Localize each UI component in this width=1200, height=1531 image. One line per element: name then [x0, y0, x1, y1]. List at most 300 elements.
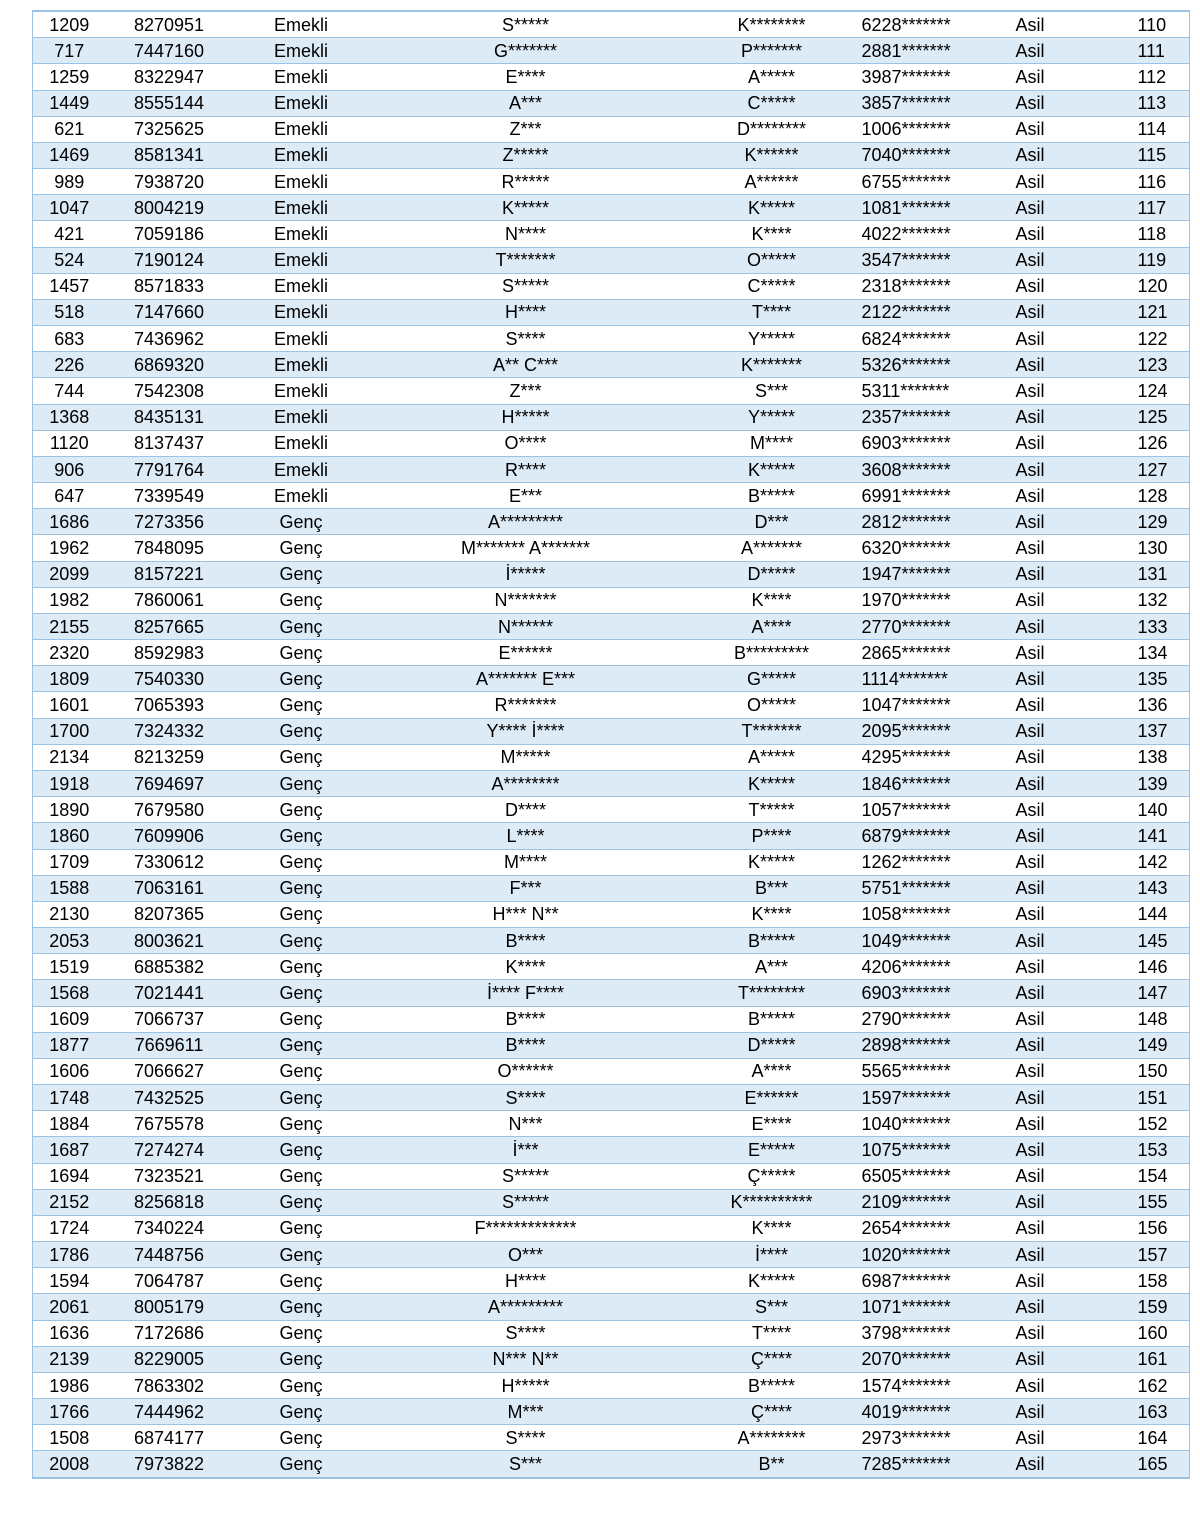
- cell-category: Emekli: [233, 299, 370, 325]
- cell-category: Genç: [233, 666, 370, 692]
- cell-applicant-id: 8005179: [106, 1294, 233, 1320]
- cell-category: Genç: [233, 954, 370, 980]
- cell-applicant-no: 1449: [33, 90, 106, 116]
- results-table-container: [32, 10, 1189, 1479]
- cell-masked-tc-id: 5326*******: [862, 352, 1016, 378]
- cell-list-and-seq: [1016, 38, 1190, 64]
- cell-list-and-seq: [1016, 273, 1190, 299]
- cell-last-name: K********: [682, 11, 862, 38]
- cell-sequence-no: 158: [1137, 1270, 1168, 1291]
- cell-applicant-no: 989: [33, 169, 106, 195]
- cell-first-name: H*****: [370, 1372, 682, 1398]
- cell-category: Genç: [233, 901, 370, 927]
- table-row: [33, 1425, 1190, 1451]
- table-row: [33, 90, 1190, 116]
- cell-list-type: Asil: [1015, 1454, 1045, 1475]
- cell-applicant-id: 7675578: [106, 1111, 233, 1137]
- cell-masked-tc-id: 4295*******: [862, 744, 1016, 770]
- cell-applicant-id: 8003621: [106, 928, 233, 954]
- results-table: [32, 10, 1190, 1479]
- cell-applicant-no: 421: [33, 221, 106, 247]
- cell-last-name: K*****: [682, 849, 862, 875]
- cell-applicant-no: 1588: [33, 875, 106, 901]
- table-row: [33, 1111, 1190, 1137]
- cell-category: Genç: [233, 1006, 370, 1032]
- cell-last-name: K******: [682, 142, 862, 168]
- cell-last-name: O*****: [682, 692, 862, 718]
- cell-category: Genç: [233, 1399, 370, 1425]
- table-row: [33, 38, 1190, 64]
- cell-list-type: Asil: [1015, 642, 1045, 663]
- table-row: [33, 901, 1190, 927]
- cell-list-type: Asil: [1015, 302, 1045, 323]
- cell-masked-tc-id: 1597*******: [862, 1085, 1016, 1111]
- cell-masked-tc-id: 2095*******: [862, 718, 1016, 744]
- cell-sequence-no: 131: [1137, 564, 1168, 585]
- cell-list-type: Asil: [1015, 564, 1045, 585]
- cell-masked-tc-id: 5565*******: [862, 1058, 1016, 1084]
- cell-masked-tc-id: 2790*******: [862, 1006, 1016, 1032]
- table-row: [33, 1372, 1190, 1398]
- cell-applicant-id: 7066627: [106, 1058, 233, 1084]
- cell-last-name: B*********: [682, 640, 862, 666]
- cell-masked-tc-id: 2770*******: [862, 613, 1016, 639]
- cell-first-name: E******: [370, 640, 682, 666]
- cell-list-type: Asil: [1015, 1270, 1045, 1291]
- cell-last-name: B**: [682, 1451, 862, 1478]
- table-row: [33, 247, 1190, 273]
- cell-last-name: E******: [682, 1085, 862, 1111]
- cell-sequence-no: 156: [1137, 1218, 1168, 1239]
- cell-applicant-no: 1209: [33, 11, 106, 38]
- cell-last-name: D*****: [682, 1032, 862, 1058]
- cell-applicant-no: 1687: [33, 1137, 106, 1163]
- cell-applicant-no: 1508: [33, 1425, 106, 1451]
- cell-applicant-no: 1709: [33, 849, 106, 875]
- cell-sequence-no: 163: [1137, 1401, 1168, 1422]
- cell-last-name: B*****: [682, 1372, 862, 1398]
- cell-masked-tc-id: 1058*******: [862, 901, 1016, 927]
- cell-applicant-id: 8435131: [106, 404, 233, 430]
- cell-last-name: C*****: [682, 90, 862, 116]
- cell-masked-tc-id: 1114*******: [862, 666, 1016, 692]
- cell-category: Genç: [233, 1085, 370, 1111]
- cell-last-name: K****: [682, 901, 862, 927]
- cell-applicant-id: 7447160: [106, 38, 233, 64]
- cell-applicant-id: 7609906: [106, 823, 233, 849]
- cell-sequence-no: 162: [1137, 1375, 1168, 1396]
- table-row: [33, 535, 1190, 561]
- cell-masked-tc-id: 2070*******: [862, 1346, 1016, 1372]
- cell-list-type: Asil: [1015, 616, 1045, 637]
- cell-applicant-id: 8213259: [106, 744, 233, 770]
- cell-applicant-no: 1686: [33, 509, 106, 535]
- cell-sequence-no: 110: [1137, 14, 1167, 35]
- cell-masked-tc-id: 6505*******: [862, 1163, 1016, 1189]
- cell-masked-tc-id: 2109*******: [862, 1189, 1016, 1215]
- table-row: [33, 980, 1190, 1006]
- cell-category: Genç: [233, 1163, 370, 1189]
- cell-sequence-no: 157: [1137, 1244, 1168, 1265]
- cell-category: Emekli: [233, 195, 370, 221]
- cell-list-type: Asil: [1015, 250, 1045, 271]
- cell-sequence-no: 143: [1137, 878, 1168, 899]
- cell-list-and-seq: [1016, 928, 1190, 954]
- table-row: [33, 169, 1190, 195]
- cell-first-name: H****: [370, 1268, 682, 1294]
- cell-list-type: Asil: [1015, 825, 1045, 846]
- cell-applicant-no: 1259: [33, 64, 106, 90]
- cell-list-and-seq: [1016, 640, 1190, 666]
- cell-applicant-no: 2130: [33, 901, 106, 927]
- cell-category: Emekli: [233, 221, 370, 247]
- cell-first-name: M***: [370, 1399, 682, 1425]
- cell-sequence-no: 161: [1137, 1349, 1168, 1370]
- cell-list-type: Asil: [1015, 276, 1045, 297]
- cell-sequence-no: 152: [1137, 1113, 1168, 1134]
- cell-applicant-id: 8004219: [106, 195, 233, 221]
- cell-first-name: G*******: [370, 38, 682, 64]
- cell-applicant-no: 1457: [33, 273, 106, 299]
- table-row: [33, 509, 1190, 535]
- cell-masked-tc-id: 6991*******: [862, 483, 1016, 509]
- table-row: [33, 1215, 1190, 1241]
- cell-sequence-no: 144: [1137, 904, 1168, 925]
- cell-applicant-id: 7274274: [106, 1137, 233, 1163]
- cell-first-name: A*********: [370, 509, 682, 535]
- table-row: [33, 744, 1190, 770]
- cell-sequence-no: 123: [1137, 354, 1168, 375]
- cell-masked-tc-id: 2881*******: [862, 38, 1016, 64]
- table-row: [33, 1085, 1190, 1111]
- cell-sequence-no: 134: [1137, 642, 1168, 663]
- cell-list-and-seq: [1016, 483, 1190, 509]
- cell-list-type: Asil: [1015, 1009, 1045, 1030]
- cell-sequence-no: 139: [1137, 773, 1168, 794]
- cell-applicant-no: 1368: [33, 404, 106, 430]
- cell-category: Genç: [233, 718, 370, 744]
- cell-first-name: H*****: [370, 404, 682, 430]
- cell-list-and-seq: [1016, 1058, 1190, 1084]
- cell-sequence-no: 135: [1137, 668, 1168, 689]
- cell-first-name: F***: [370, 875, 682, 901]
- cell-first-name: K*****: [370, 195, 682, 221]
- cell-category: Genç: [233, 535, 370, 561]
- cell-applicant-no: 1918: [33, 770, 106, 796]
- cell-last-name: B***: [682, 875, 862, 901]
- cell-list-and-seq: [1016, 509, 1190, 535]
- cell-applicant-no: 2152: [33, 1189, 106, 1215]
- cell-first-name: S*****: [370, 1163, 682, 1189]
- table-row: [33, 1346, 1190, 1372]
- cell-category: Emekli: [233, 64, 370, 90]
- cell-masked-tc-id: 4206*******: [862, 954, 1016, 980]
- cell-first-name: S****: [370, 1425, 682, 1451]
- cell-applicant-no: 1786: [33, 1242, 106, 1268]
- cell-first-name: S****: [370, 1085, 682, 1111]
- table-row: [33, 11, 1190, 38]
- cell-last-name: K*****: [682, 770, 862, 796]
- cell-sequence-no: 150: [1137, 1061, 1168, 1082]
- table-row: [33, 378, 1190, 404]
- cell-sequence-no: 155: [1137, 1192, 1168, 1213]
- table-row: [33, 116, 1190, 142]
- table-row: [33, 483, 1190, 509]
- cell-list-and-seq: [1016, 770, 1190, 796]
- cell-applicant-id: 7540330: [106, 666, 233, 692]
- cell-applicant-id: 7325625: [106, 116, 233, 142]
- cell-sequence-no: 130: [1137, 538, 1168, 559]
- cell-last-name: T********: [682, 980, 862, 1006]
- cell-list-and-seq: [1016, 1372, 1190, 1398]
- table-row: [33, 352, 1190, 378]
- cell-category: Genç: [233, 1294, 370, 1320]
- cell-masked-tc-id: 6228*******: [862, 11, 1016, 38]
- cell-masked-tc-id: 6824*******: [862, 326, 1016, 352]
- cell-category: Genç: [233, 613, 370, 639]
- cell-category: Emekli: [233, 483, 370, 509]
- cell-sequence-no: 145: [1137, 930, 1168, 951]
- cell-list-and-seq: [1016, 980, 1190, 1006]
- cell-first-name: E****: [370, 64, 682, 90]
- cell-applicant-id: 8257665: [106, 613, 233, 639]
- cell-list-and-seq: [1016, 1137, 1190, 1163]
- cell-first-name: Z***: [370, 116, 682, 142]
- cell-list-and-seq: [1016, 1451, 1190, 1478]
- cell-category: Genç: [233, 692, 370, 718]
- cell-list-and-seq: [1016, 587, 1190, 613]
- cell-masked-tc-id: 1057*******: [862, 797, 1016, 823]
- table-row: [33, 430, 1190, 456]
- table-row: [33, 954, 1190, 980]
- cell-list-and-seq: [1016, 613, 1190, 639]
- table-row: [33, 770, 1190, 796]
- cell-applicant-no: 518: [33, 299, 106, 325]
- cell-applicant-no: 2139: [33, 1346, 106, 1372]
- cell-masked-tc-id: 2973*******: [862, 1425, 1016, 1451]
- cell-list-and-seq: [1016, 221, 1190, 247]
- cell-sequence-no: 138: [1137, 747, 1168, 768]
- cell-sequence-no: 142: [1137, 852, 1168, 873]
- cell-applicant-no: 683: [33, 326, 106, 352]
- cell-sequence-no: 128: [1137, 485, 1168, 506]
- cell-masked-tc-id: 5751*******: [862, 875, 1016, 901]
- cell-last-name: A*******: [682, 535, 862, 561]
- cell-sequence-no: 164: [1137, 1427, 1168, 1448]
- cell-masked-tc-id: 3987*******: [862, 64, 1016, 90]
- cell-applicant-id: 7848095: [106, 535, 233, 561]
- table-row: [33, 195, 1190, 221]
- cell-last-name: D********: [682, 116, 862, 142]
- cell-list-and-seq: [1016, 954, 1190, 980]
- cell-first-name: B****: [370, 928, 682, 954]
- cell-sequence-no: 132: [1137, 590, 1168, 611]
- cell-list-and-seq: [1016, 195, 1190, 221]
- cell-masked-tc-id: 2318*******: [862, 273, 1016, 299]
- cell-applicant-no: 1877: [33, 1032, 106, 1058]
- cell-category: Genç: [233, 1346, 370, 1372]
- cell-applicant-id: 7147660: [106, 299, 233, 325]
- cell-list-type: Asil: [1015, 1349, 1045, 1370]
- cell-first-name: İ**** F****: [370, 980, 682, 1006]
- cell-list-and-seq: [1016, 823, 1190, 849]
- cell-masked-tc-id: 1006*******: [862, 116, 1016, 142]
- table-row: [33, 1320, 1190, 1346]
- cell-applicant-id: 7448756: [106, 1242, 233, 1268]
- cell-sequence-no: 141: [1137, 825, 1168, 846]
- cell-category: Emekli: [233, 430, 370, 456]
- cell-list-type: Asil: [1015, 433, 1045, 454]
- cell-category: Genç: [233, 1058, 370, 1084]
- cell-first-name: R*****: [370, 169, 682, 195]
- cell-last-name: A*****: [682, 744, 862, 770]
- cell-list-and-seq: [1016, 1006, 1190, 1032]
- cell-list-type: Asil: [1015, 956, 1045, 977]
- cell-masked-tc-id: 2357*******: [862, 404, 1016, 430]
- cell-applicant-id: 7542308: [106, 378, 233, 404]
- cell-last-name: S***: [682, 378, 862, 404]
- cell-list-and-seq: [1016, 1215, 1190, 1241]
- cell-masked-tc-id: 6903*******: [862, 430, 1016, 456]
- cell-sequence-no: 111: [1137, 40, 1165, 61]
- cell-list-and-seq: [1016, 692, 1190, 718]
- cell-masked-tc-id: 4019*******: [862, 1399, 1016, 1425]
- cell-masked-tc-id: 6879*******: [862, 823, 1016, 849]
- cell-applicant-no: 906: [33, 456, 106, 482]
- cell-applicant-id: 8581341: [106, 142, 233, 168]
- cell-category: Genç: [233, 640, 370, 666]
- cell-first-name: K****: [370, 954, 682, 980]
- cell-list-type: Asil: [1015, 407, 1045, 428]
- cell-list-type: Asil: [1015, 223, 1045, 244]
- cell-category: Emekli: [233, 404, 370, 430]
- cell-last-name: A***: [682, 954, 862, 980]
- cell-category: Emekli: [233, 11, 370, 38]
- cell-list-and-seq: [1016, 142, 1190, 168]
- cell-list-type: Asil: [1015, 1427, 1045, 1448]
- cell-applicant-id: 8256818: [106, 1189, 233, 1215]
- cell-first-name: S*****: [370, 273, 682, 299]
- table-row: [33, 666, 1190, 692]
- cell-last-name: İ****: [682, 1242, 862, 1268]
- cell-list-type: Asil: [1015, 1375, 1045, 1396]
- cell-last-name: K****: [682, 587, 862, 613]
- cell-applicant-id: 7432525: [106, 1085, 233, 1111]
- cell-applicant-id: 7339549: [106, 483, 233, 509]
- cell-last-name: P*******: [682, 38, 862, 64]
- cell-list-type: Asil: [1015, 1061, 1045, 1082]
- cell-first-name: N*******: [370, 587, 682, 613]
- cell-category: Genç: [233, 797, 370, 823]
- cell-applicant-no: 2134: [33, 744, 106, 770]
- cell-category: Emekli: [233, 247, 370, 273]
- table-row: [33, 273, 1190, 299]
- cell-last-name: K*****: [682, 456, 862, 482]
- table-row: [33, 64, 1190, 90]
- table-row: [33, 299, 1190, 325]
- cell-applicant-no: 1724: [33, 1215, 106, 1241]
- cell-list-type: Asil: [1015, 511, 1045, 532]
- cell-sequence-no: 127: [1137, 459, 1168, 480]
- cell-list-type: Asil: [1015, 590, 1045, 611]
- cell-applicant-no: 226: [33, 352, 106, 378]
- cell-last-name: K****: [682, 1215, 862, 1241]
- cell-applicant-no: 647: [33, 483, 106, 509]
- cell-sequence-no: 121: [1137, 302, 1168, 323]
- cell-applicant-no: 1519: [33, 954, 106, 980]
- cell-category: Genç: [233, 561, 370, 587]
- cell-applicant-id: 7444962: [106, 1399, 233, 1425]
- cell-applicant-id: 8207365: [106, 901, 233, 927]
- cell-list-and-seq: [1016, 116, 1190, 142]
- table-row: [33, 875, 1190, 901]
- cell-list-type: Asil: [1015, 459, 1045, 480]
- cell-masked-tc-id: 6903*******: [862, 980, 1016, 1006]
- table-row: [33, 221, 1190, 247]
- cell-last-name: B*****: [682, 1006, 862, 1032]
- cell-applicant-no: 1469: [33, 142, 106, 168]
- cell-category: Genç: [233, 509, 370, 535]
- cell-category: Emekli: [233, 456, 370, 482]
- cell-applicant-id: 7863302: [106, 1372, 233, 1398]
- table-row: [33, 1399, 1190, 1425]
- cell-category: Emekli: [233, 142, 370, 168]
- cell-applicant-no: 1609: [33, 1006, 106, 1032]
- cell-masked-tc-id: 7285*******: [862, 1451, 1016, 1478]
- cell-sequence-no: 116: [1137, 171, 1167, 192]
- cell-masked-tc-id: 1262*******: [862, 849, 1016, 875]
- cell-applicant-no: 1890: [33, 797, 106, 823]
- cell-first-name: N***: [370, 1111, 682, 1137]
- cell-list-type: Asil: [1015, 197, 1045, 218]
- cell-applicant-no: 621: [33, 116, 106, 142]
- cell-applicant-no: 1694: [33, 1163, 106, 1189]
- table-row: [33, 640, 1190, 666]
- cell-category: Genç: [233, 1137, 370, 1163]
- cell-applicant-no: 717: [33, 38, 106, 64]
- cell-first-name: M****: [370, 849, 682, 875]
- cell-list-type: Asil: [1015, 878, 1045, 899]
- cell-first-name: A*********: [370, 1294, 682, 1320]
- cell-masked-tc-id: 2122*******: [862, 299, 1016, 325]
- cell-applicant-id: 8270951: [106, 11, 233, 38]
- cell-last-name: B*****: [682, 483, 862, 509]
- cell-first-name: O******: [370, 1058, 682, 1084]
- cell-category: Genç: [233, 849, 370, 875]
- cell-first-name: R****: [370, 456, 682, 482]
- cell-list-and-seq: [1016, 666, 1190, 692]
- cell-masked-tc-id: 1970*******: [862, 587, 1016, 613]
- cell-masked-tc-id: 6987*******: [862, 1268, 1016, 1294]
- cell-list-type: Asil: [1015, 930, 1045, 951]
- cell-applicant-id: 7065393: [106, 692, 233, 718]
- cell-first-name: O****: [370, 430, 682, 456]
- cell-sequence-no: 148: [1137, 1009, 1168, 1030]
- cell-last-name: A****: [682, 613, 862, 639]
- cell-sequence-no: 119: [1137, 250, 1167, 271]
- cell-last-name: T****: [682, 1320, 862, 1346]
- cell-applicant-id: 8137437: [106, 430, 233, 456]
- cell-sequence-no: 126: [1137, 433, 1168, 454]
- cell-last-name: K*****: [682, 195, 862, 221]
- table-row: [33, 928, 1190, 954]
- cell-list-type: Asil: [1015, 668, 1045, 689]
- table-row: [33, 326, 1190, 352]
- cell-applicant-id: 6885382: [106, 954, 233, 980]
- cell-list-type: Asil: [1015, 1297, 1045, 1317]
- cell-applicant-id: 8592983: [106, 640, 233, 666]
- cell-masked-tc-id: 3798*******: [862, 1320, 1016, 1346]
